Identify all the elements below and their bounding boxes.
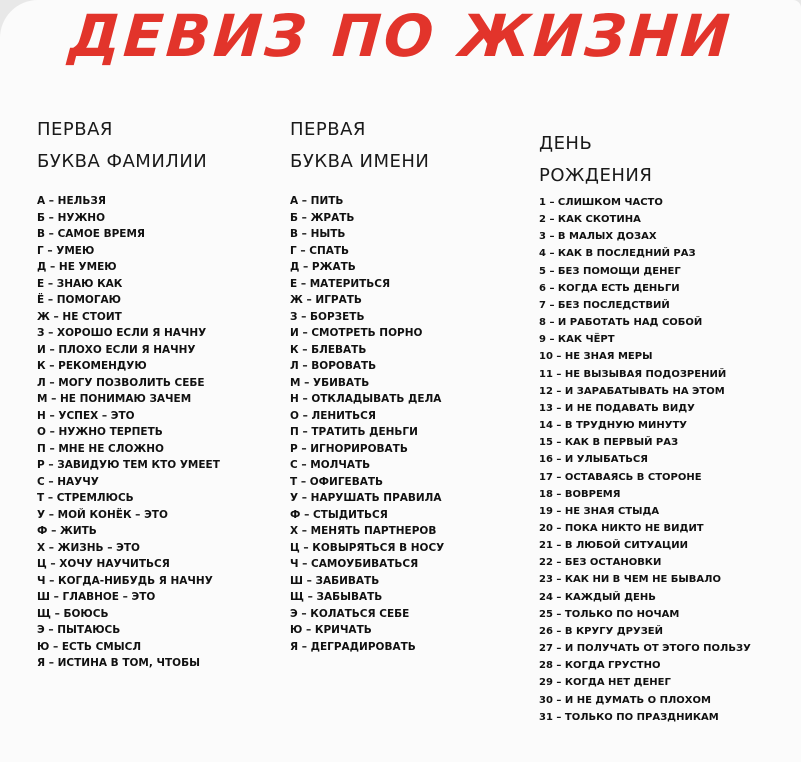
list-item: 30 – И НЕ ДУМАТЬ О ПЛОХОМ	[539, 694, 711, 706]
list-item: Т – СТРЕМЛЮСЬ	[37, 492, 134, 504]
list-item: Е – МАТЕРИТЬСЯ	[290, 277, 391, 290]
surname-list	[37, 193, 220, 672]
list-item: Щ – ЗАБЫВАТЬ	[290, 591, 383, 603]
list-item: 8 – И РАБОТАТЬ НАД СОБОЙ	[539, 317, 703, 329]
list-item: 18 – ВОВРЕМЯ	[539, 488, 621, 500]
list-item: Ф – СТЫДИТЬСЯ	[290, 508, 388, 521]
page-title: ДЕВИЗ ПО ЖИЗНИ	[66, 2, 735, 70]
column-heading	[539, 128, 799, 192]
list-item: О – ЛЕНИТЬСЯ	[290, 409, 376, 422]
list-item: Ш – ГЛАВНОЕ – ЭТО	[37, 591, 156, 603]
list-item: М – НЕ ПОНИМАЮ ЗАЧЕМ	[37, 393, 192, 405]
list-item: 7 – БЕЗ ПОСЛЕДСТВИЙ	[539, 299, 670, 311]
list-item: 6 – КОГДА ЕСТЬ ДЕНЬГИ	[539, 282, 680, 294]
list-item: 5 – БЕЗ ПОМОЩИ ДЕНЕГ	[539, 265, 681, 277]
list-item: Л – МОГУ ПОЗВОЛИТЬ СЕБЕ	[37, 376, 205, 389]
list-item: Р – ЗАВИДУЮ ТЕМ КТО УМЕЕТ	[37, 459, 220, 471]
list-item: У – НАРУШАТЬ ПРАВИЛА	[290, 492, 442, 504]
list-item: 15 – КАК В ПЕРВЫЙ РАЗ	[539, 437, 679, 449]
list-item: 21 – В ЛЮБОЙ СИТУАЦИИ	[539, 540, 688, 552]
column-heading	[290, 114, 550, 178]
list-item: Ф – ЖИТЬ	[37, 525, 97, 537]
list-item: Ч – САМОУБИВАТЬСЯ	[290, 558, 419, 570]
list-item: Л – ВОРОВАТЬ	[290, 360, 377, 372]
list-item: 4 – КАК В ПОСЛЕДНИЙ РАЗ	[539, 248, 696, 260]
list-item: Я – ДЕГРАДИРОВАТЬ	[290, 640, 416, 653]
heading-line: ПЕРВАЯ	[37, 119, 113, 140]
list-item: Х – ЖИЗНЬ – ЭТО	[37, 541, 140, 554]
list-item: Э – ПЫТАЮСЬ	[37, 624, 121, 636]
list-item: Ё – ПОМОГАЮ	[37, 294, 121, 306]
list-item: 16 – И УЛЫБАТЬСЯ	[539, 454, 648, 466]
heading-line: ПЕРВАЯ	[290, 119, 366, 140]
list-item: Е – ЗНАЮ КАК	[37, 277, 123, 290]
list-item: Э – КОЛАТЬСЯ СЕБЕ	[290, 607, 410, 620]
list-item: 14 – В ТРУДНУЮ МИНУТУ	[539, 420, 687, 432]
list-item: Т – ОФИГЕВАТЬ	[290, 475, 384, 488]
list-item: 12 – И ЗАРАБАТЫВАТЬ НА ЭТОМ	[539, 385, 725, 397]
list-item: 19 – НЕ ЗНАЯ СТЫДА	[539, 505, 660, 517]
heading-line: РОЖДЕНИЯ	[539, 165, 653, 186]
list-item: А – ПИТЬ	[290, 195, 344, 207]
heading-line: БУКВА ФАМИЛИИ	[37, 151, 208, 172]
list-item: О – НУЖНО ТЕРПЕТЬ	[37, 426, 163, 438]
heading-line: ДЕНЬ	[539, 133, 593, 154]
list-item: Б – НУЖНО	[37, 211, 106, 224]
list-item: 9 – КАК ЧЁРТ	[539, 334, 615, 346]
list-item: 20 – ПОКА НИКТО НЕ ВИДИТ	[539, 522, 704, 534]
list-item: Н – УСПЕХ – ЭТО	[37, 409, 135, 422]
list-item: Г – СПАТЬ	[290, 244, 350, 257]
list-item: 26 – В КРУГУ ДРУЗЕЙ	[539, 625, 664, 637]
list-item: 23 – КАК НИ В ЧЕМ НЕ БЫВАЛО	[539, 574, 721, 586]
list-item: И – СМОТРЕТЬ ПОРНО	[290, 327, 423, 339]
heading-line: БУКВА ИМЕНИ	[290, 151, 430, 172]
list-item: Н – ОТКЛАДЫВАТЬ ДЕЛА	[290, 393, 442, 405]
list-item: Ц – ХОЧУ НАУЧИТЬСЯ	[37, 558, 170, 570]
list-item: 10 – НЕ ЗНАЯ МЕРЫ	[539, 351, 653, 363]
list-item: 3 – В МАЛЫХ ДОЗАХ	[539, 231, 657, 243]
list-item: М – УБИВАТЬ	[290, 376, 370, 389]
list-item: Ч – КОГДА-НИБУДЬ Я НАЧНУ	[37, 574, 213, 587]
list-item: Б – ЖРАТЬ	[290, 211, 355, 224]
list-item: У – МОЙ КОНЁК – ЭТО	[37, 508, 168, 521]
list-item: Ж – ИГРАТЬ	[290, 294, 362, 306]
list-item: 31 – ТОЛЬКО ПО ПРАЗДНИКАМ	[539, 711, 719, 723]
list-item: П – ТРАТИТЬ ДЕНЬГИ	[290, 426, 418, 438]
list-item: Ю – КРИЧАТЬ	[290, 624, 372, 636]
list-item: 13 – И НЕ ПОДАВАТЬ ВИДУ	[539, 402, 695, 414]
list-item: Я – ИСТИНА В ТОМ, ЧТОБЫ	[37, 657, 200, 669]
list-item: 11 – НЕ ВЫЗЫВАЯ ПОДОЗРЕНИЙ	[539, 368, 727, 380]
list-item: 27 – И ПОЛУЧАТЬ ОТ ЭТОГО ПОЛЬЗУ	[539, 643, 751, 655]
list-item: 2 – КАК СКОТИНА	[539, 214, 641, 226]
list-item: 25 – ТОЛЬКО ПО НОЧАМ	[539, 608, 680, 620]
list-item: 17 – ОСТАВАЯСЬ В СТОРОНЕ	[539, 471, 702, 483]
list-item: Г – УМЕЮ	[37, 244, 95, 257]
list-item: 29 – КОГДА НЕТ ДЕНЕГ	[539, 677, 671, 689]
list-item: В – САМОЕ ВРЕМЯ	[37, 228, 146, 240]
list-item: Х – МЕНЯТЬ ПАРТНЕРОВ	[290, 525, 437, 537]
birthday-list	[539, 194, 751, 726]
list-item: К – РЕКОМЕНДУЮ	[37, 360, 147, 372]
list-item: Ш – ЗАБИВАТЬ	[290, 574, 380, 587]
list-item: С – НАУЧУ	[37, 475, 99, 488]
list-item: Р – ИГНОРИРОВАТЬ	[290, 442, 408, 455]
list-item: 1 – СЛИШКОМ ЧАСТО	[539, 197, 663, 208]
list-item: С – МОЛЧАТЬ	[290, 459, 371, 471]
list-item: И – ПЛОХО ЕСЛИ Я НАЧНУ	[37, 343, 196, 356]
list-item: Ц – КОВЫРЯТЬСЯ В НОСУ	[290, 541, 445, 554]
list-item: Ж – НЕ СТОИТ	[37, 310, 122, 323]
list-item: Д – НЕ УМЕЮ	[37, 261, 117, 273]
list-item: 24 – КАЖДЫЙ ДЕНЬ	[539, 591, 656, 603]
list-item: Ю – ЕСТЬ СМЫСЛ	[37, 640, 142, 653]
list-item: З – БОРЗЕТЬ	[290, 310, 365, 323]
list-item: П – МНЕ НЕ СЛОЖНО	[37, 442, 164, 455]
list-item: 28 – КОГДА ГРУСТНО	[539, 660, 661, 672]
list-item: 22 – БЕЗ ОСТАНОВКИ	[539, 557, 662, 569]
name-list	[290, 193, 444, 655]
list-item: К – БЛЕВАТЬ	[290, 343, 367, 356]
list-item: Щ – БОЮСЬ	[37, 607, 109, 620]
list-item: Д – РЖАТЬ	[290, 261, 356, 273]
list-item: З – ХОРОШО ЕСЛИ Я НАЧНУ	[37, 327, 207, 339]
column-heading	[37, 114, 297, 178]
list-item: А – НЕЛЬЗЯ	[37, 195, 106, 207]
list-item: В – НЫТЬ	[290, 228, 346, 240]
